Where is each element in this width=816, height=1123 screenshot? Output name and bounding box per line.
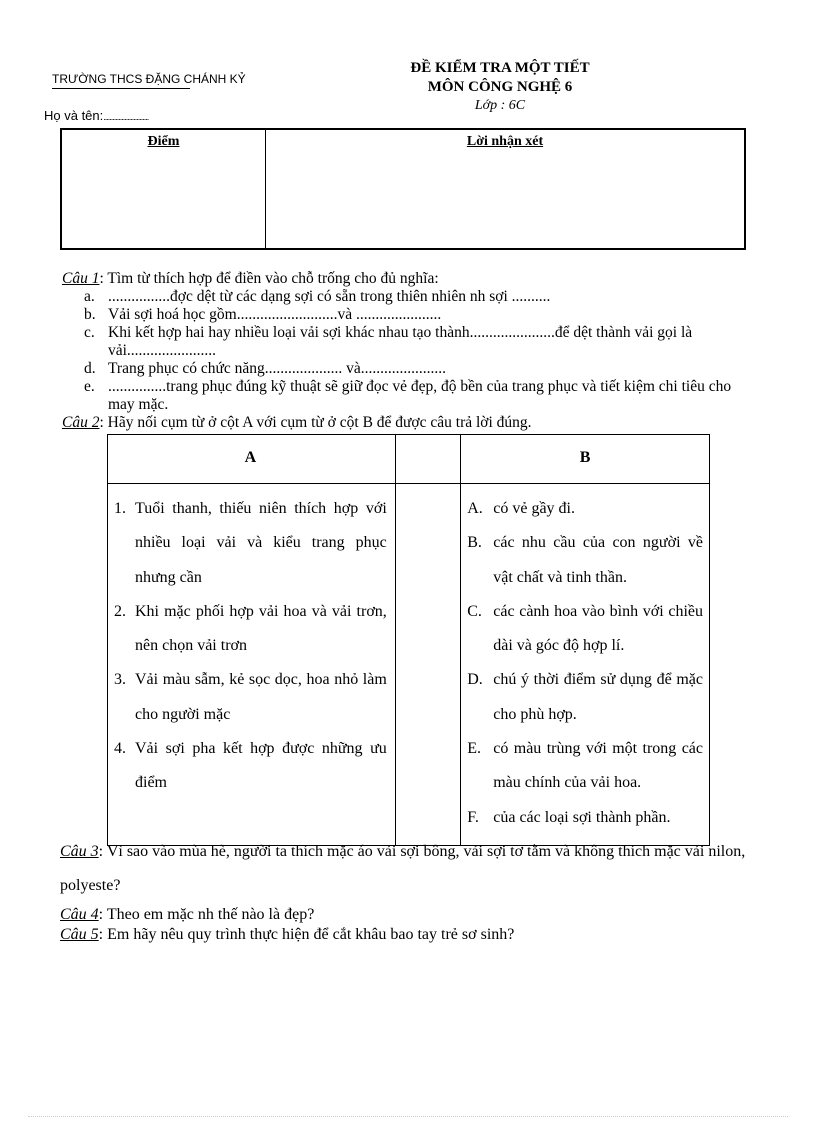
grade-label: Lớp : 6C — [474, 98, 526, 113]
matching-table — [107, 434, 710, 846]
table-header-row — [108, 435, 710, 484]
item-letter: A. — [467, 500, 483, 517]
item-text: Vải sợi pha kết hợp được những ưu điểm — [135, 740, 387, 792]
item-number: 3. — [114, 671, 126, 689]
score-box — [60, 128, 746, 250]
question-3 — [60, 835, 765, 903]
column-a-item-4 — [114, 732, 387, 801]
item-text: Trang phục có chức năng.................... và...................... — [108, 360, 447, 377]
question-2-label: Câu 2 — [62, 414, 100, 431]
list-item — [84, 306, 754, 324]
column-a-item-1 — [114, 492, 387, 595]
item-letter: b. — [84, 306, 96, 323]
item-text: Vải sợi hoá học gồm..........................và ...................... — [108, 306, 442, 323]
subject-title: MÔN CÔNG NGHỆ 6 — [427, 79, 573, 95]
item-letter: D. — [467, 671, 483, 689]
student-name-line — [44, 108, 148, 123]
list-item — [84, 288, 754, 306]
question-2-text: : Hãy nối cụm từ ở cột A với cụm từ ở cột B để được câu trả lời đúng. — [99, 414, 532, 431]
question-1 — [62, 270, 762, 288]
item-letter: F. — [467, 808, 479, 826]
comment-cell[interactable] — [266, 130, 744, 248]
footer-divider — [28, 1116, 788, 1117]
question-3-text: : Vì sao vào mùa hè, người ta thích mặc áo vải sợi bông, vải sợi tơ tằm và không thích mặc vải nilon, polyeste? — [60, 843, 746, 894]
list-item — [84, 360, 754, 378]
school-name: TRƯỜNG THCS ĐẶNG CHÁNH KỶ — [52, 72, 190, 89]
column-b-item-d — [467, 663, 703, 732]
question-5 — [60, 926, 765, 944]
question-5-label: Câu 5 — [60, 926, 99, 943]
item-text: ................đợc dệt từ các dạng sợi có sẵn trong thiên nhiên nh sợi .......... — [108, 288, 551, 305]
item-text: Vải màu sẫm, kẻ sọc dọc, hoa nhỏ làm cho người mặc — [135, 671, 387, 723]
item-letter: a. — [84, 288, 95, 305]
item-text: của các loại sợi thành phần. — [493, 808, 671, 826]
score-cell[interactable] — [62, 130, 266, 248]
column-b-item-e — [467, 732, 703, 801]
question-2 — [62, 414, 762, 432]
item-text: chú ý thời điểm sử dụng để mặc cho phù hợp. — [493, 671, 703, 723]
answer-column[interactable] — [395, 484, 460, 846]
list-item — [84, 378, 754, 414]
question-1-items — [84, 288, 754, 414]
question-4-text: : Theo em mặc nh thế nào là đẹp? — [98, 906, 315, 923]
column-a — [108, 484, 396, 846]
column-b-item-c — [467, 595, 703, 664]
comment-header: Lời nhận xét — [466, 134, 544, 149]
question-1-label: Câu 1 — [62, 270, 100, 287]
item-letter: e. — [84, 378, 95, 395]
item-letter: c. — [84, 324, 95, 341]
item-number: 4. — [114, 740, 126, 758]
name-label: Họ và tên: — [44, 108, 104, 123]
item-letter: E. — [467, 740, 482, 758]
name-dots: .............................. — [103, 112, 149, 122]
item-letter: d. — [84, 360, 96, 377]
column-a-header: A — [108, 435, 396, 484]
item-letter: C. — [467, 602, 482, 620]
question-4 — [60, 906, 765, 924]
column-b-item-b — [467, 526, 703, 595]
question-3-label: Câu 3 — [60, 843, 99, 860]
column-a-item-2 — [114, 595, 387, 664]
item-text: có vẻ gầy đi. — [493, 500, 575, 517]
question-5-text: : Em hãy nêu quy trình thực hiện để cắt khâu bao tay trẻ sơ sinh? — [98, 926, 515, 943]
question-4-label: Câu 4 — [60, 906, 99, 923]
list-item — [84, 324, 754, 360]
item-text: các cành hoa vào bình với chiều dài và góc độ hợp lí. — [493, 602, 703, 655]
item-text: ...............trang phục đúng kỹ thuật sẽ giữ đọc vẻ đẹp, độ bền của trang phục và tiết kiệm chi tiêu cho may mặc. — [108, 378, 732, 413]
item-letter: B. — [467, 534, 482, 552]
table-row — [108, 484, 710, 846]
item-text: có màu trùng với một trong các màu chính của vải hoa. — [493, 740, 703, 792]
item-number: 1. — [114, 500, 126, 517]
column-b-item-a — [467, 492, 703, 526]
question-1-text: : Tìm từ thích hợp để điền vào chỗ trống cho đủ nghĩa: — [99, 270, 439, 287]
item-text: Tuổi thanh, thiếu niên thích hợp với nhiều loại vải và kiểu trang phục nhưng cần — [135, 500, 387, 586]
item-text: Khi kết hợp hai hay nhiều loại vải sợi khác nhau tạo thành......................để dệt thành vải gọi là vải....................... — [108, 324, 693, 359]
answer-column-header[interactable] — [395, 435, 460, 484]
column-b — [461, 484, 710, 846]
exam-title: ĐỀ KIỂM TRA MỘT TIẾT — [410, 60, 590, 76]
column-b-header: B — [461, 435, 710, 484]
item-text: Khi mặc phối hợp vải hoa và vải trơn, nên chọn vải trơn — [135, 602, 387, 655]
item-text: các nhu cầu của con người về vật chất và tinh thần. — [493, 534, 703, 586]
column-b-item-f — [467, 801, 703, 835]
column-a-item-3 — [114, 663, 387, 732]
item-number: 2. — [114, 602, 126, 620]
score-header: Điểm — [147, 134, 180, 149]
